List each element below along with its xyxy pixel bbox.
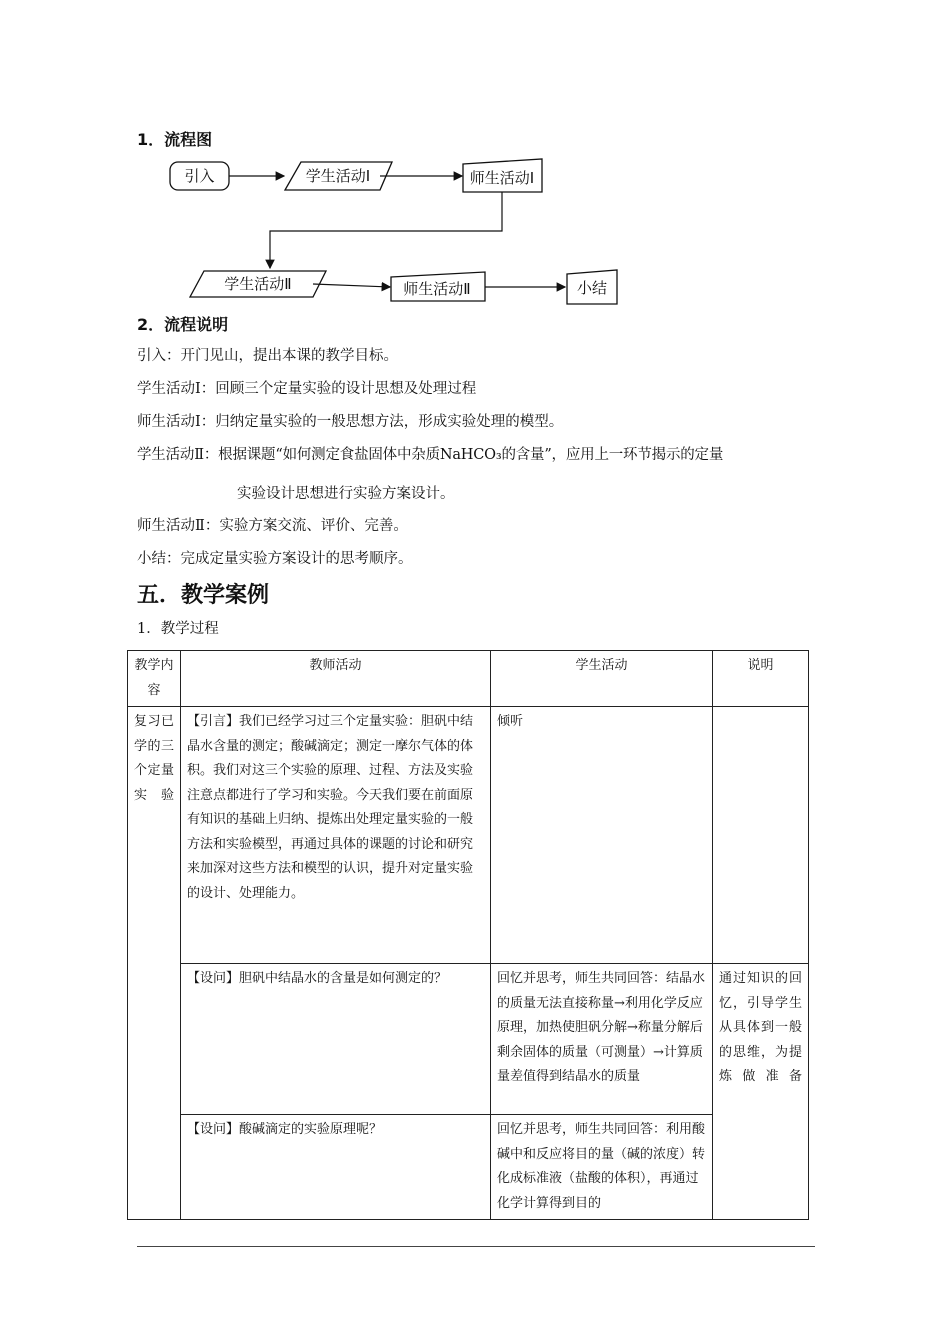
teacher-cell: 【引言】我们已经学习过三个定量实验：胆矾中结晶水含量的测定；酸碱滴定；测定一摩尔气体的体积。我们对这三个实验的原理、过程、方法及实验注意点都进行了学习和实验。今天我们要在前面原有知识的基础上归纳、提炼出处理定量实验的一般方法和实验模型，再通过具体的课题的讨论和研究来加深对这些方法和模型的认识，提升对定量实验的设计、处理能力。 [181, 707, 491, 964]
flowchart-diagram [160, 150, 630, 310]
flow-node-student1-label: 学生活动Ⅰ [305, 167, 371, 185]
header-topic: 教学内容 [128, 651, 181, 707]
section-title: 五．教学案例 [137, 583, 270, 608]
note-cell-empty [713, 707, 809, 964]
flow-desc-heading: 2．流程说明 [137, 315, 229, 334]
flow-node-student2 [190, 271, 326, 297]
flow-desc-line: 学生活动Ⅰ：回顾三个定量实验的设计思想及处理过程 [137, 381, 477, 397]
teacher-cell: 【设问】酸碱滴定的实验原理呢？ [181, 1115, 491, 1220]
flow-node-teacher1 [463, 159, 542, 192]
flow-desc-line: 师生活动Ⅰ：归纳定量实验的一般思想方法，形成实验处理的模型。 [137, 414, 564, 430]
header-teacher: 教师活动 [181, 651, 491, 707]
flow-arrow [270, 192, 502, 268]
flow-node-teacher2-label: 师生活动Ⅱ [403, 280, 471, 298]
flow-node-teacher2 [391, 272, 485, 301]
table-row [128, 1115, 809, 1220]
header-note: 说明 [713, 651, 809, 707]
footer-divider [137, 1246, 815, 1247]
flow-desc-line: 引入：开门见山，提出本课的教学目标。 [137, 348, 398, 364]
topic-cell: 复习已学的三个定量实验 [128, 707, 181, 1220]
header-student: 学生活动 [491, 651, 713, 707]
flow-arrow [313, 284, 390, 287]
table-header-row [128, 651, 809, 707]
flow-desc-line: 师生活动Ⅱ：实验方案交流、评价、完善。 [137, 518, 408, 534]
student-cell: 倾听 [491, 707, 713, 964]
student-cell: 回忆并思考，师生共同回答：利用酸碱中和反应将目的量（碱的浓度）转化成标准液（盐酸的体积），再通过化学计算得到目的 [491, 1115, 713, 1220]
flow-node-intro-label: 引入 [184, 167, 215, 185]
flow-node-teacher1-label: 师生活动Ⅰ [469, 169, 535, 187]
teacher-cell: 【设问】胆矾中结晶水的含量是如何测定的？ [181, 964, 491, 1115]
flow-node-summary [567, 270, 617, 304]
table-row [128, 964, 809, 1115]
flow-node-student2-label: 学生活动Ⅱ [224, 275, 292, 293]
flow-desc-line: 小结：完成定量实验方案设计的思考顺序。 [137, 551, 413, 567]
lesson-table [127, 650, 809, 1220]
flow-desc-line: 学生活动Ⅱ：根据课题“如何测定食盐固体中杂质NaHCO₃的含量”，应用上一环节揭示的定量 [137, 447, 724, 463]
flowchart-heading: 1．流程图 [137, 130, 213, 149]
flow-node-intro [170, 162, 229, 190]
student-cell: 回忆并思考，师生共同回答：结晶水的质量无法直接称量→利用化学反应原理，加热使胆矾分解→称量分解后剩余固体的质量（可测量）→计算质量差值得到结晶水的质量 [491, 964, 713, 1115]
section-subheading: 1．教学过程 [137, 621, 219, 637]
flow-desc-line: 实验设计思想进行实验方案设计。 [237, 486, 455, 502]
note-cell: 通过知识的回忆，引导学生从具体到一般的思维，为提炼做准备 [713, 964, 809, 1220]
flow-node-student1 [285, 162, 392, 190]
flow-node-summary-label: 小结 [576, 279, 608, 297]
table-row [128, 707, 809, 964]
